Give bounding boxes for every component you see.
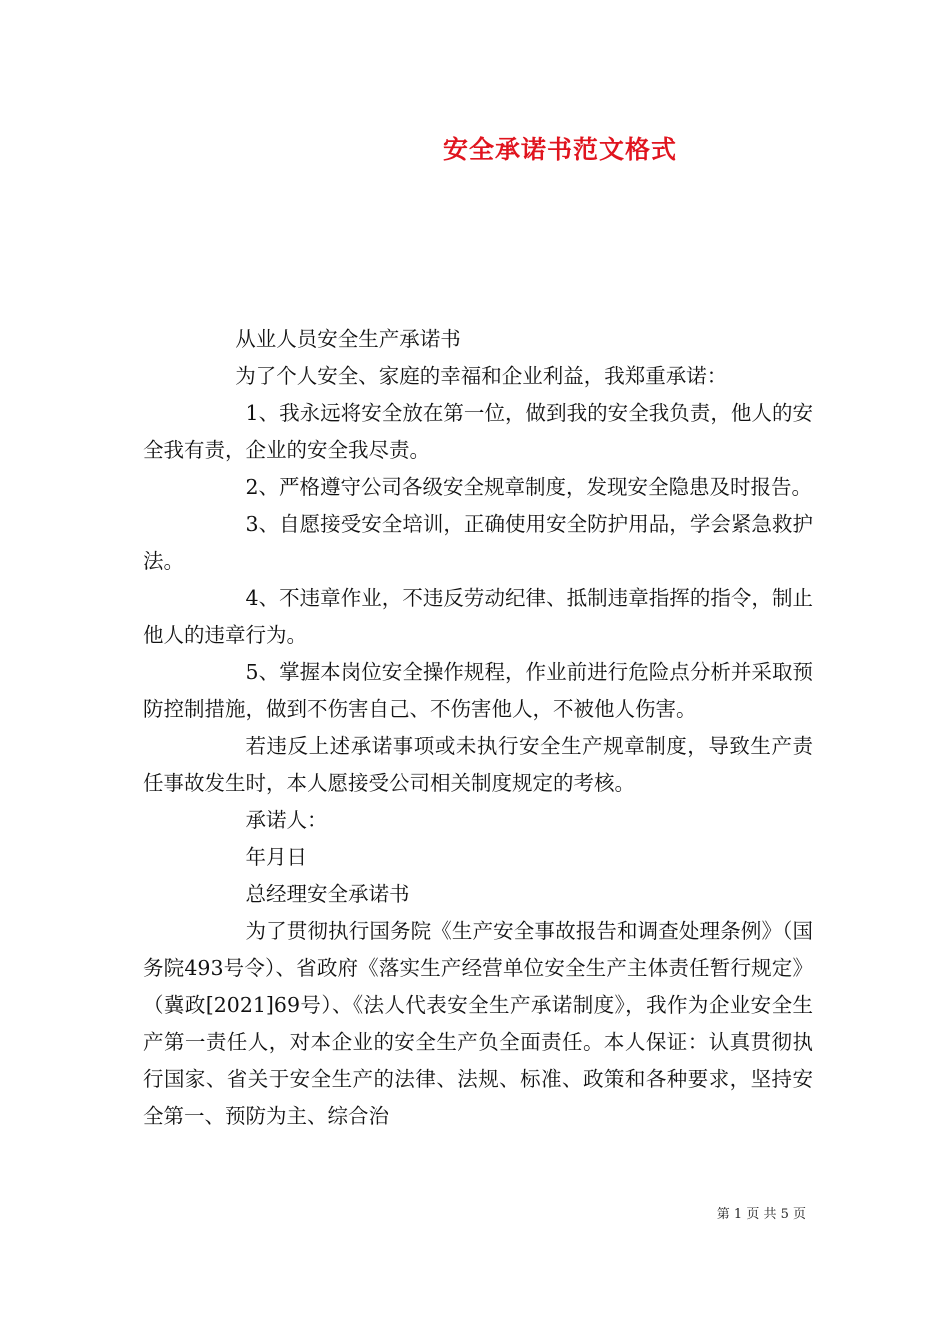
date-label: 年月日 bbox=[245, 845, 307, 869]
document-title: 安全承诺书范文格式 bbox=[442, 135, 677, 164]
document-body bbox=[143, 321, 813, 1135]
section-heading-gm-pledge: 总经理安全承诺书 bbox=[245, 882, 410, 906]
paragraph-item-2: 2、严格遵守公司各级安全规章制度，发现安全隐患及时报告。 bbox=[245, 475, 813, 499]
signature-label: 承诺人： bbox=[245, 808, 328, 832]
paragraph-violation-clause: 若违反上述承诺事项或未执行安全生产规章制度，导致生产责任事故发生时，本人愿接受公司相关制度规定的考核。 bbox=[143, 734, 813, 795]
paragraph-item-4: 4、不违章作业，不违反劳动纪律、抵制违章指挥的指令，制止他人的违章行为。 bbox=[143, 586, 813, 647]
page-number: 第 1 页 共 5 页 bbox=[716, 1207, 806, 1222]
paragraph-item-5: 5、掌握本岗位安全操作规程，作业前进行危险点分析并采取预防控制措施，做到不伤害自己、不伤害他人，不被他人伤害。 bbox=[143, 660, 813, 721]
paragraph-gm-statement: 为了贯彻执行国务院《生产安全事故报告和调查处理条例》（国务院493号令）、省政府《落实生产经营单位安全生产主体责任暂行规定》（冀政[2021]69号）、《法人代表安全生产承诺制度》，我作为企业安全生产第一责任人，对本企业的安全生产负全面责任。本人保证：认真贯彻执行国家、省关于安全生产的法律、法规、标准、政策和各种要求，坚持安全第一、预防为主、综合治 bbox=[143, 919, 813, 1128]
paragraph-intro: 为了个人安全、家庭的幸福和企业利益，我郑重承诺： bbox=[235, 364, 728, 388]
paragraph-item-3: 3、自愿接受安全培训，正确使用安全防护用品，学会紧急救护法。 bbox=[143, 512, 813, 573]
section-heading-worker-pledge: 从业人员安全生产承诺书 bbox=[235, 327, 461, 351]
paragraph-item-1: 1、我永远将安全放在第一位，做到我的安全我负责，他人的安全我有责，企业的安全我尽责。 bbox=[143, 401, 813, 462]
